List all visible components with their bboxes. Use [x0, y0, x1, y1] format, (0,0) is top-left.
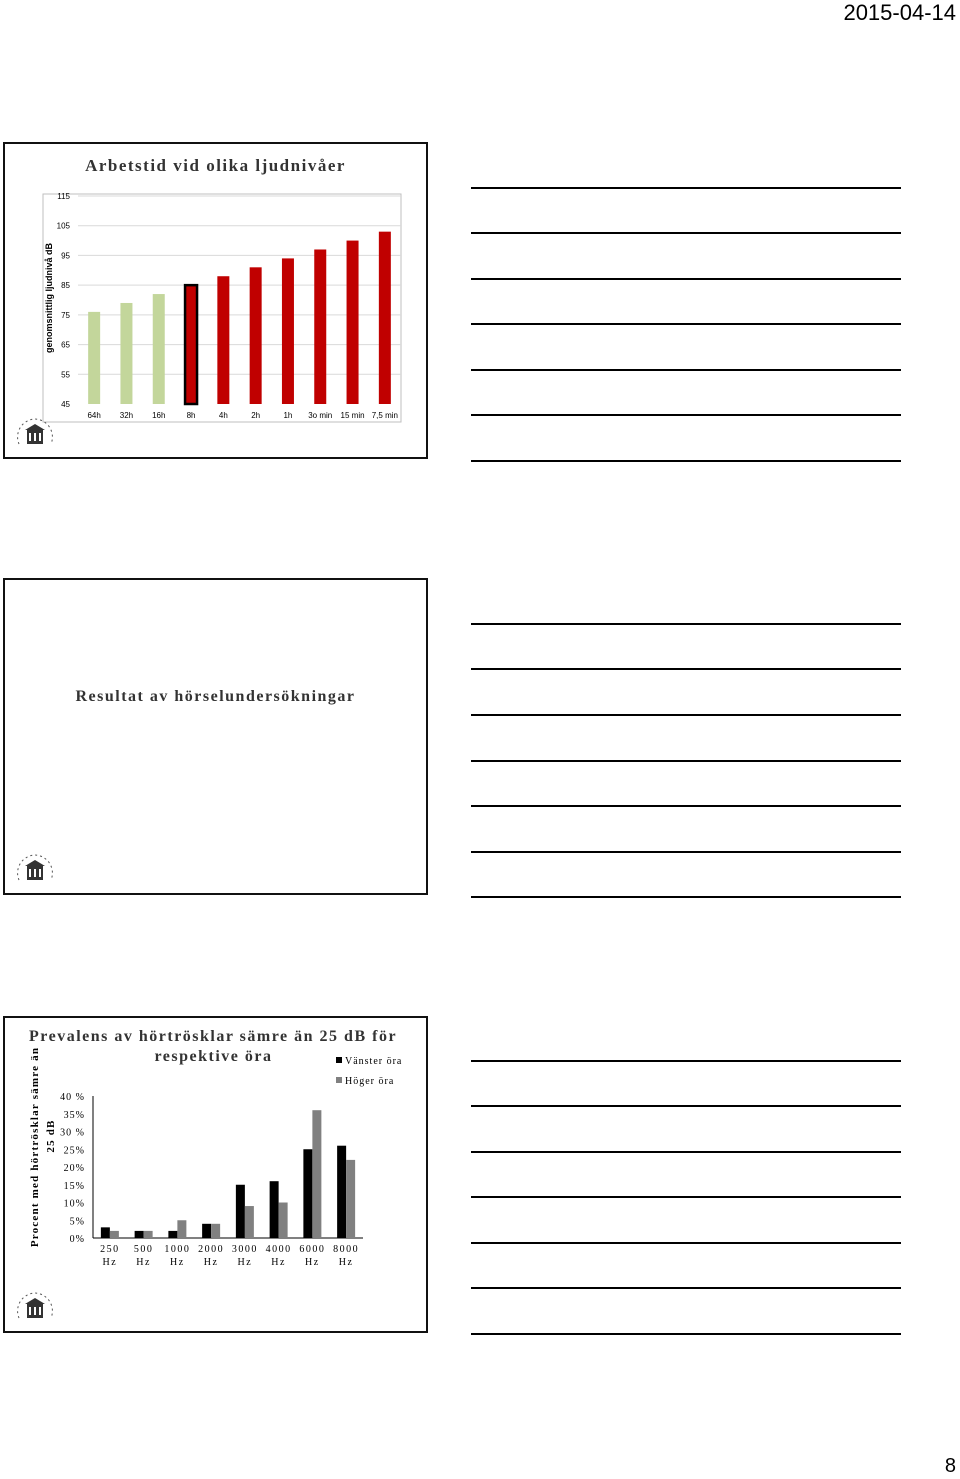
slide-3-title-line2: respektive öra: [154, 1048, 273, 1065]
x-tick-label: Hz: [305, 1257, 320, 1268]
x-tick-label: 7,5 min: [371, 411, 398, 420]
bar: [185, 285, 197, 404]
notes-line: [471, 1287, 901, 1289]
umea-university-logo-icon: [13, 850, 57, 892]
notes-line: [471, 278, 901, 280]
y-tick-label: 5%: [69, 1216, 85, 1228]
x-tick-label: 2h: [251, 411, 261, 420]
legend-swatch: [336, 1057, 342, 1063]
x-tick-label: 16h: [152, 411, 166, 420]
x-tick-label: 15 min: [340, 411, 365, 420]
y-tick-label: 35%: [63, 1109, 85, 1121]
legend-label: Vänster öra: [345, 1056, 403, 1067]
legend-swatch: [336, 1077, 342, 1083]
umea-university-logo-icon: [13, 414, 57, 456]
x-tick-label: 250: [100, 1244, 120, 1255]
x-tick-label: 2000: [198, 1244, 225, 1255]
bar: [135, 1231, 144, 1238]
bar: [110, 1231, 119, 1238]
y-axis-label: Procent med hörtrösklar sämre än: [29, 1046, 41, 1248]
x-tick-label: Hz: [338, 1257, 354, 1268]
y-axis-label: 25 dB: [45, 1119, 57, 1153]
bar: [282, 258, 294, 404]
slide-1: [3, 142, 428, 459]
notes-line: [471, 1105, 901, 1107]
y-tick-label: 115: [57, 192, 70, 201]
x-tick-label: 6000: [299, 1244, 326, 1255]
notes-line: [471, 369, 901, 371]
notes-line: [471, 760, 901, 762]
bar: [202, 1224, 211, 1238]
x-tick-label: 1000: [164, 1244, 191, 1255]
x-tick-label: 4h: [218, 411, 228, 420]
bar: [88, 312, 100, 404]
notes-line: [471, 232, 901, 234]
slide-3-title-line1: Prevalens av hörtrösklar sämre än 25 dB för: [29, 1028, 398, 1045]
notes-line: [471, 1242, 901, 1244]
bar: [250, 267, 262, 404]
y-tick-label: 85: [61, 281, 70, 291]
y-tick-label: 55: [61, 370, 70, 380]
bar: [314, 249, 326, 404]
y-axis-label: genomsnittlig ljudnivå dB: [44, 243, 54, 353]
y-tick-label: 25%: [63, 1145, 85, 1157]
x-tick-label: 500: [133, 1244, 154, 1255]
notes-line: [471, 1151, 901, 1153]
bar: [168, 1231, 177, 1238]
y-tick-label: 75: [61, 310, 70, 320]
notes-line: [471, 414, 901, 416]
notes-line: [471, 714, 901, 716]
x-tick-label: 3000: [231, 1244, 258, 1255]
notes-line: [471, 896, 901, 898]
bar: [270, 1181, 279, 1238]
bar: [312, 1110, 321, 1238]
x-tick-label: Hz: [136, 1257, 151, 1268]
slide-2-title: Resultat av hörselundersökningar: [75, 688, 356, 705]
bar: [337, 1146, 346, 1238]
y-tick-label: 40 %: [60, 1092, 85, 1103]
bar: [346, 1160, 355, 1238]
notes-line: [471, 1060, 901, 1062]
bar: [153, 294, 165, 404]
notes-line: [471, 805, 901, 807]
bar: [177, 1220, 186, 1238]
notes-line: [471, 668, 901, 670]
bar: [347, 241, 359, 404]
notes-line: [471, 851, 901, 853]
header-date: 2015-04-14: [843, 0, 956, 25]
y-tick-label: 95: [61, 251, 70, 261]
y-tick-label: 105: [56, 221, 70, 231]
bar: [144, 1231, 153, 1238]
bar: [245, 1206, 254, 1238]
y-tick-label: 0%: [69, 1234, 85, 1245]
bar: [279, 1203, 288, 1239]
notes-line: [471, 460, 901, 462]
x-tick-label: 64h: [87, 411, 101, 420]
noise-exposure-bar-chart: [5, 144, 426, 457]
x-tick-label: Hz: [102, 1257, 118, 1268]
x-tick-label: Hz: [237, 1257, 253, 1268]
x-tick-label: Hz: [170, 1257, 185, 1268]
hearing-threshold-bar-chart: [5, 1018, 426, 1331]
bar: [101, 1227, 110, 1238]
page-number: 8: [944, 1455, 956, 1477]
y-tick-label: 15%: [63, 1180, 85, 1192]
bar: [120, 303, 132, 404]
y-tick-label: 10%: [63, 1198, 85, 1210]
bar: [379, 232, 391, 404]
y-tick-label: 45: [61, 400, 70, 409]
x-tick-label: 32h: [119, 411, 134, 420]
y-tick-label: 20%: [63, 1163, 85, 1174]
x-tick-label: Hz: [271, 1257, 286, 1268]
x-tick-label: 8h: [186, 411, 196, 420]
x-tick-label: Hz: [203, 1257, 219, 1268]
bar: [236, 1185, 245, 1238]
umea-university-logo-icon: [13, 1288, 57, 1330]
slide-3: [3, 1016, 428, 1333]
slide-1-title: Arbetstid vid olika ljudnivåer: [85, 156, 346, 175]
notes-line: [471, 323, 901, 325]
x-tick-label: 3o min: [308, 411, 333, 420]
bar: [217, 276, 229, 404]
legend-label: Höger öra: [345, 1076, 395, 1087]
x-tick-label: 8000: [333, 1244, 360, 1255]
x-tick-label: 4000: [265, 1244, 292, 1255]
y-tick-label: 65: [61, 340, 70, 350]
notes-line: [471, 1196, 901, 1198]
bar: [303, 1149, 312, 1238]
notes-line: [471, 187, 901, 189]
bar: [211, 1224, 220, 1238]
slide-2: [3, 578, 428, 895]
notes-line: [471, 623, 901, 625]
notes-line: [471, 1333, 901, 1335]
y-tick-label: 30 %: [60, 1127, 85, 1139]
x-tick-label: 1h: [283, 411, 293, 420]
